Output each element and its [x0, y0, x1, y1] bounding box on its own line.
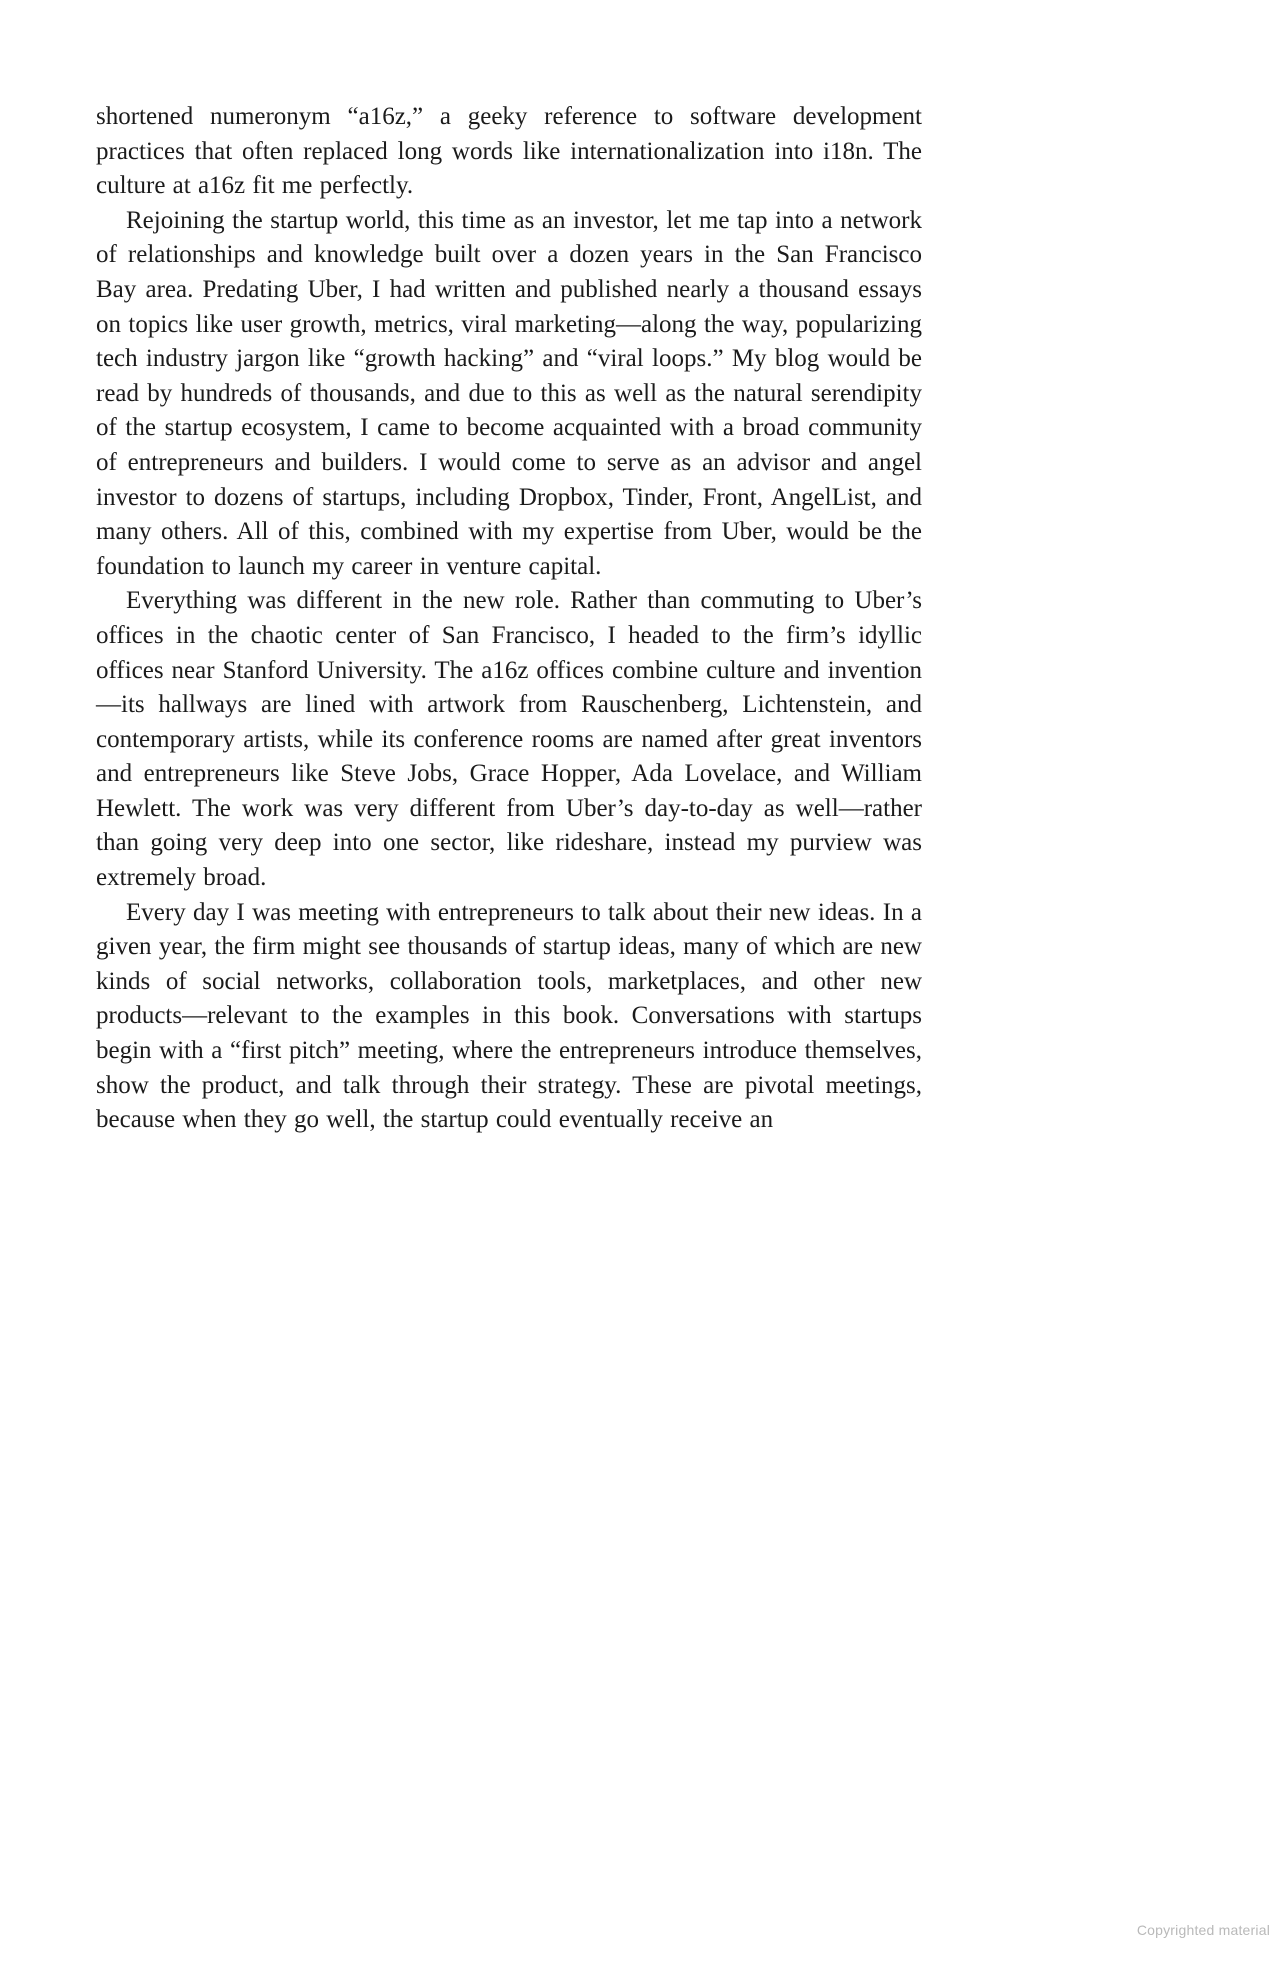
body-paragraph: shortened numeronym “a16z,” a geeky reference to software development practices that often replaced long words like internationalization into i18n. The culture at a16z fit me perfectly. — [96, 103, 922, 200]
body-paragraph: Every day I was meeting with entrepreneurs to talk about their new ideas. In a given year, the firm might see thousands of startup ideas, many of which are new kinds of social networks, collaboration tools, marketplaces, and other new products—relevant to the examples in this book. Conversations with startups begin with a “first pitch” meeting, where the entrepreneurs introduce themselves, show the product, and talk through their strategy. These are pivotal meetings, because when they go well, the startup could eventually receive an — [96, 898, 922, 1134]
body-paragraph: Everything was different in the new role. Rather than commuting to Uber’s offices in the chaotic center of San Francisco, I headed to the firm’s idyllic offices near Stanford University. The a16z offices combine culture and invention—its hallways are lined with artwork from Rauschenberg, Lichtenstein, and contemporary artists, while its conference rooms are named after great inventors and entrepreneurs like Steve Jobs, Grace Hopper, Ada Lovelace, and William Hewlett. The work was very different from Uber’s day-to-day as well—rather than going very deep into one sector, like rideshare, instead my purview was extremely broad. — [96, 587, 922, 892]
body-text-block — [96, 100, 922, 1138]
copyright-watermark: Copyrighted material — [1136, 1922, 1270, 1938]
body-paragraph: Rejoining the startup world, this time as an investor, let me tap into a network of relationships and knowledge built over a dozen years in the San Francisco Bay area. Predating Uber, I had written and published nearly a thousand essays on topics like user growth, metrics, viral marketing—along the way, popularizing tech industry jargon like “growth hacking” and “viral loops.” My blog would be read by hundreds of thousands, and due to this as well as the natural serendipity of the startup ecosystem, I came to become acquainted with a broad community of entrepreneurs and builders. I would come to serve as an advisor and angel investor to dozens of startups, including Dropbox, Tinder, Front, AngelList, and many others. All of this, combined with my expertise from Uber, would be the foundation to launch my career in venture capital. — [96, 206, 922, 580]
